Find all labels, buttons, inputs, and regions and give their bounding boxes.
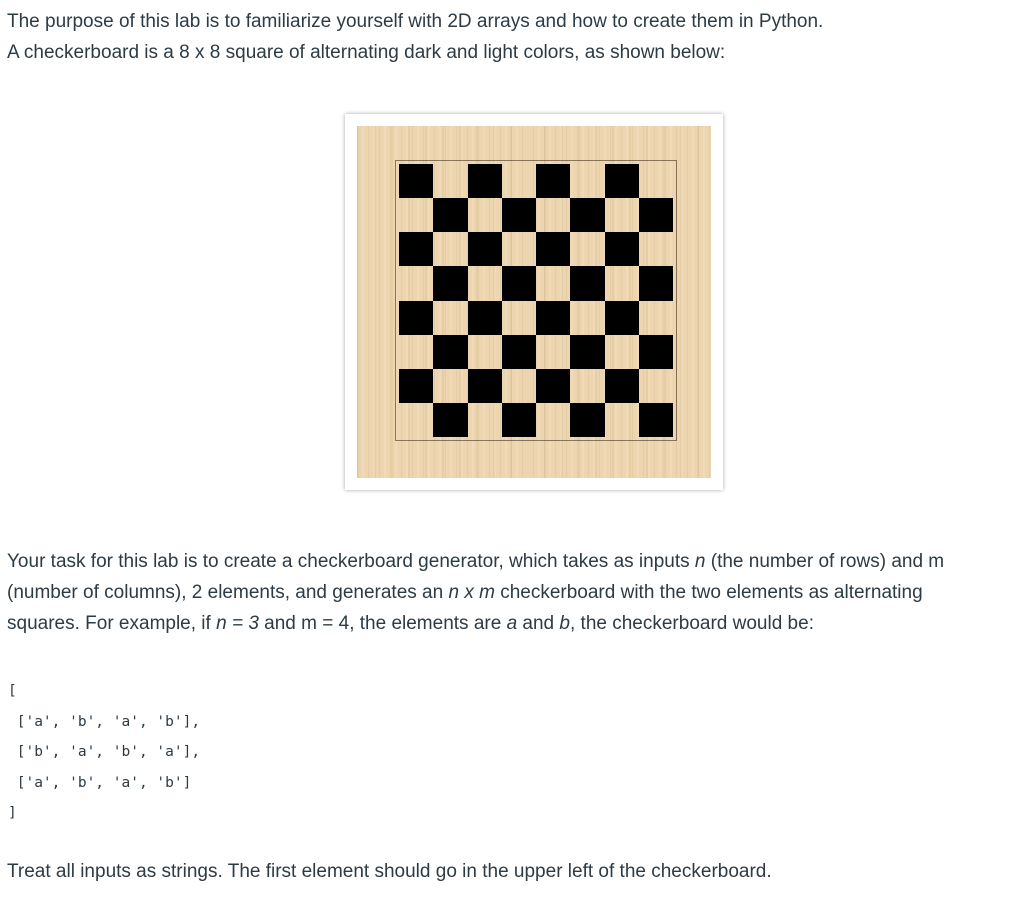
checkerboard-grid [399, 164, 673, 437]
checkerboard-wood [357, 126, 711, 478]
task-text: (the number of rows) and m [705, 551, 945, 572]
dark-square [605, 301, 639, 335]
dark-square [570, 335, 604, 369]
task-var-n-value: n = 3 [216, 613, 259, 634]
light-square [502, 301, 536, 335]
dark-square [536, 164, 570, 198]
task-text: checkerboard with the two elements as alternating [494, 582, 923, 603]
light-square [570, 164, 604, 198]
code-row-3: ['a', 'b', 'a', 'b'] [8, 774, 192, 791]
dark-square [536, 301, 570, 335]
light-square [433, 301, 467, 335]
dark-square [468, 232, 502, 266]
dark-square [502, 403, 536, 437]
intro-paragraph [7, 6, 823, 68]
light-square [605, 403, 639, 437]
dark-square [433, 266, 467, 300]
light-square [605, 266, 639, 300]
dark-square [570, 198, 604, 232]
dark-square [399, 232, 433, 266]
dark-square [639, 198, 673, 232]
light-square [639, 301, 673, 335]
task-var-a: a [506, 613, 518, 634]
task-text: squares. For example, if [7, 613, 217, 634]
dark-square [502, 335, 536, 369]
dark-square [468, 164, 502, 198]
dark-square [502, 198, 536, 232]
light-square [605, 198, 639, 232]
dark-square [468, 301, 502, 335]
task-var-nxm: n x m [448, 582, 495, 603]
task-text: (number of columns), 2 elements, and generates an [7, 582, 449, 603]
dark-square [605, 369, 639, 403]
code-close-bracket: ] [8, 805, 17, 821]
dark-square [468, 369, 502, 403]
task-text: Your task for this lab is to create a checkerboard generator, which takes as inputs [7, 551, 695, 572]
checkerboard-image [345, 114, 723, 490]
dark-square [536, 232, 570, 266]
code-row-1: ['a', 'b', 'a', 'b'], [8, 713, 201, 730]
light-square [536, 198, 570, 232]
light-square [536, 335, 570, 369]
task-var-b: b [559, 613, 570, 634]
task-text: , the checkerboard would be: [569, 613, 814, 634]
task-var-n: n [694, 551, 706, 572]
light-square [468, 266, 502, 300]
light-square [639, 164, 673, 198]
light-square [639, 369, 673, 403]
light-square [468, 198, 502, 232]
intro-line-1: The purpose of this lab is to familiarize yourself with 2D arrays and how to create them in Python. [7, 11, 824, 32]
light-square [570, 301, 604, 335]
dark-square [399, 164, 433, 198]
light-square [433, 164, 467, 198]
dark-square [605, 232, 639, 266]
dark-square [639, 403, 673, 437]
dark-square [399, 301, 433, 335]
intro-line-2: A checkerboard is a 8 x 8 square of alternating dark and light colors, as shown below: [7, 42, 726, 63]
light-square [570, 232, 604, 266]
light-square [399, 198, 433, 232]
task-text: and m = 4, the elements are [258, 613, 507, 634]
light-square [570, 369, 604, 403]
dark-square [639, 335, 673, 369]
light-square [502, 369, 536, 403]
dark-square [536, 369, 570, 403]
closing-paragraph: Treat all inputs as strings. The first element should go in the upper left of the checkerboard. [7, 861, 772, 882]
light-square [468, 335, 502, 369]
dark-square [433, 403, 467, 437]
dark-square [502, 266, 536, 300]
task-text: and [517, 613, 560, 634]
dark-square [605, 164, 639, 198]
light-square [536, 403, 570, 437]
example-code-block [8, 676, 200, 829]
dark-square [433, 198, 467, 232]
dark-square [639, 266, 673, 300]
light-square [399, 335, 433, 369]
light-square [502, 164, 536, 198]
dark-square [399, 369, 433, 403]
code-row-2: ['b', 'a', 'b', 'a'], [8, 744, 201, 760]
light-square [433, 369, 467, 403]
dark-square [433, 335, 467, 369]
light-square [502, 232, 536, 266]
light-square [399, 266, 433, 300]
light-square [433, 232, 467, 266]
task-paragraph [7, 546, 944, 639]
light-square [399, 403, 433, 437]
light-square [605, 335, 639, 369]
dark-square [570, 266, 604, 300]
light-square [536, 266, 570, 300]
dark-square [570, 403, 604, 437]
code-open-bracket: [ [8, 683, 17, 699]
light-square [639, 232, 673, 266]
light-square [468, 403, 502, 437]
